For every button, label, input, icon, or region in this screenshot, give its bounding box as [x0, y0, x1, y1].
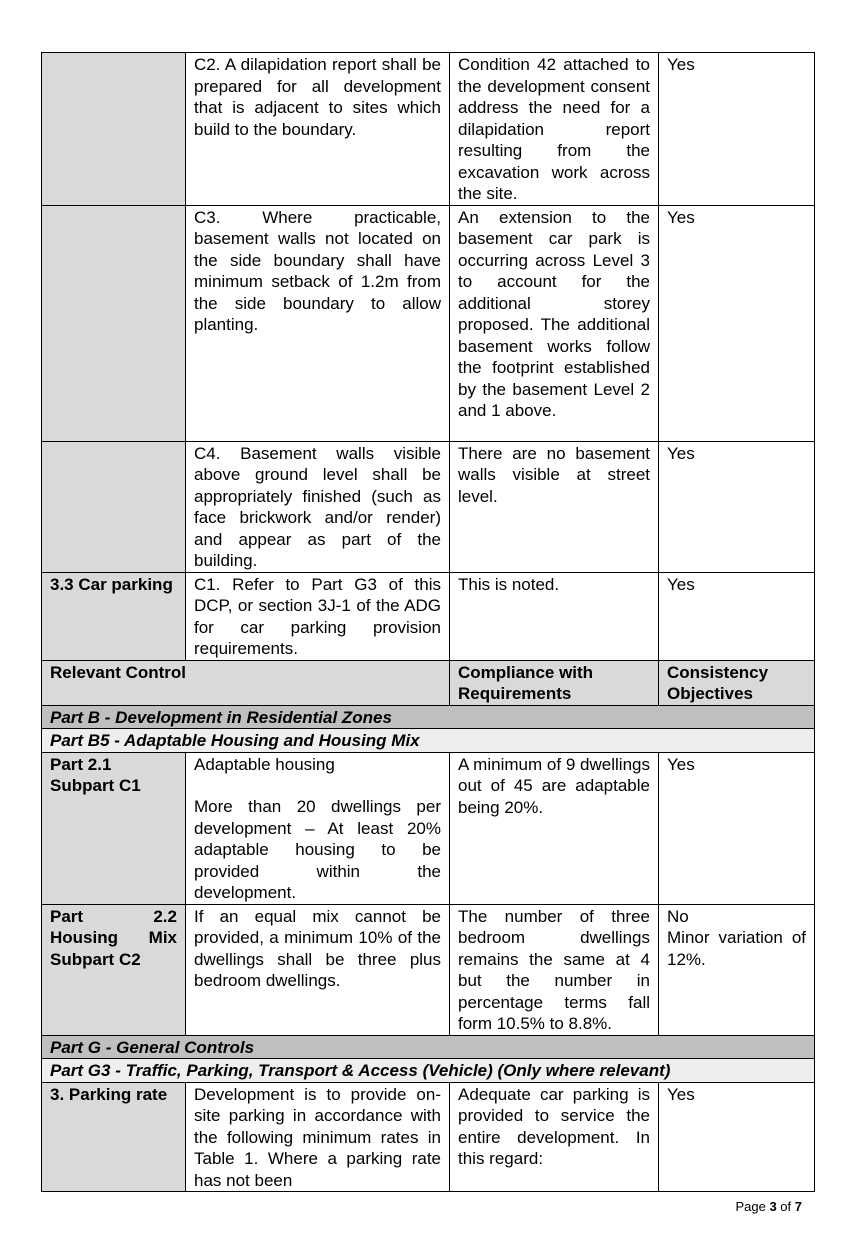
- header-compliance: Compliance with Requirements: [450, 660, 659, 705]
- control-cell: C2. A dilapidation report shall be prepared for all development that is adjacent to sites which build to the boundary.: [186, 53, 450, 206]
- consistency-cell: Yes: [659, 205, 815, 441]
- ref-cell: [42, 441, 186, 572]
- ref-line: Subpart C1: [50, 776, 141, 795]
- section-title: Part B - Development in Residential Zones: [42, 705, 815, 729]
- table-row: [42, 205, 815, 441]
- control-cell: C1. Refer to Part G3 of this DCP, or section 3J-1 of the ADG for car parking provision requirements.: [186, 572, 450, 660]
- control-cell: C3. Where practicable, basement walls not located on the side boundary shall have minimum setback of 1.2m from the side boundary to allow planting.: [186, 205, 450, 441]
- table-row: [42, 441, 815, 572]
- control-cell: C4. Basement walls visible above ground level shall be appropriately finished (such as face brickwork and/or render) and appear as part of the building.: [186, 441, 450, 572]
- subsection-row: [42, 729, 815, 753]
- consistency-cell: Yes: [659, 53, 815, 206]
- subsection-title: Part G3 - Traffic, Parking, Transport & Access (Vehicle) (Only where relevant): [42, 1059, 815, 1083]
- table-row: [42, 752, 815, 904]
- subsection-title: Part B5 - Adaptable Housing and Housing Mix: [42, 729, 815, 753]
- header-relevant-control: Relevant Control: [42, 660, 450, 705]
- ref-cell: Part 2.2 Housing Mix Subpart C2: [42, 904, 186, 1035]
- consistency-cell: [659, 904, 815, 1035]
- ref-cell: 3.3 Car parking: [42, 572, 186, 660]
- consistency-cell: Yes: [659, 441, 815, 572]
- table-row: [42, 572, 815, 660]
- ref-cell: [42, 205, 186, 441]
- page-total: 7: [794, 1199, 802, 1214]
- compliance-cell: There are no basement walls visible at street level.: [450, 441, 659, 572]
- compliance-cell: Adequate car parking is provided to service the entire development. In this regard:: [450, 1082, 659, 1192]
- consistency-cell: Yes: [659, 572, 815, 660]
- consistency-cell: Yes: [659, 752, 815, 904]
- compliance-cell: The number of three bedroom dwellings remains the same at 4 but the number in percentage terms fall form 10.5% to 8.8%.: [450, 904, 659, 1035]
- control-text: More than 20 dwellings per development – At least 20% adaptable housing to be provided within the development.: [194, 797, 441, 902]
- consistency-note: Minor variation of 12%.: [667, 928, 806, 969]
- header-consistency: Consistency Objectives: [659, 660, 815, 705]
- consistency-status: No: [667, 906, 689, 926]
- compliance-cell: Condition 42 attached to the development consent address the need for a dilapidation report resulting from the excavation work across the site.: [450, 53, 659, 206]
- control-cell: If an equal mix cannot be provided, a minimum 10% of the dwellings shall be three plus bedroom dwellings.: [186, 904, 450, 1035]
- section-row: [42, 1035, 815, 1059]
- ref-cell: 3. Parking rate: [42, 1082, 186, 1192]
- compliance-cell: This is noted.: [450, 572, 659, 660]
- consistency-cell: Yes: [659, 1082, 815, 1192]
- table-row: [42, 1082, 815, 1192]
- ref-line: Part 2.1: [50, 754, 112, 774]
- control-cell: [186, 752, 450, 904]
- ref-cell: [42, 53, 186, 206]
- page-label: Page: [735, 1199, 766, 1214]
- control-title: Adaptable housing: [194, 754, 335, 774]
- subsection-row: [42, 1059, 815, 1083]
- table-header-row: [42, 660, 815, 705]
- compliance-cell: A minimum of 9 dwellings out of 45 are adaptable being 20%.: [450, 752, 659, 904]
- page-number: [735, 1199, 802, 1214]
- page-current: 3: [769, 1199, 777, 1214]
- section-row: [42, 705, 815, 729]
- ref-cell: [42, 752, 186, 904]
- table-row: [42, 53, 815, 206]
- compliance-table: [41, 52, 815, 1192]
- compliance-cell: An extension to the basement car park is occurring across Level 3 to account for the additional storey proposed. The additional basement works follow the footprint established by the basement Level 2 and 1 above.: [450, 205, 659, 441]
- table-row: [42, 904, 815, 1035]
- page-of: of: [780, 1199, 792, 1214]
- control-cell: Development is to provide on-site parking in accordance with the following minimum rates in Table 1. Where a parking rate has not been: [186, 1082, 450, 1192]
- section-title: Part G - General Controls: [42, 1035, 815, 1059]
